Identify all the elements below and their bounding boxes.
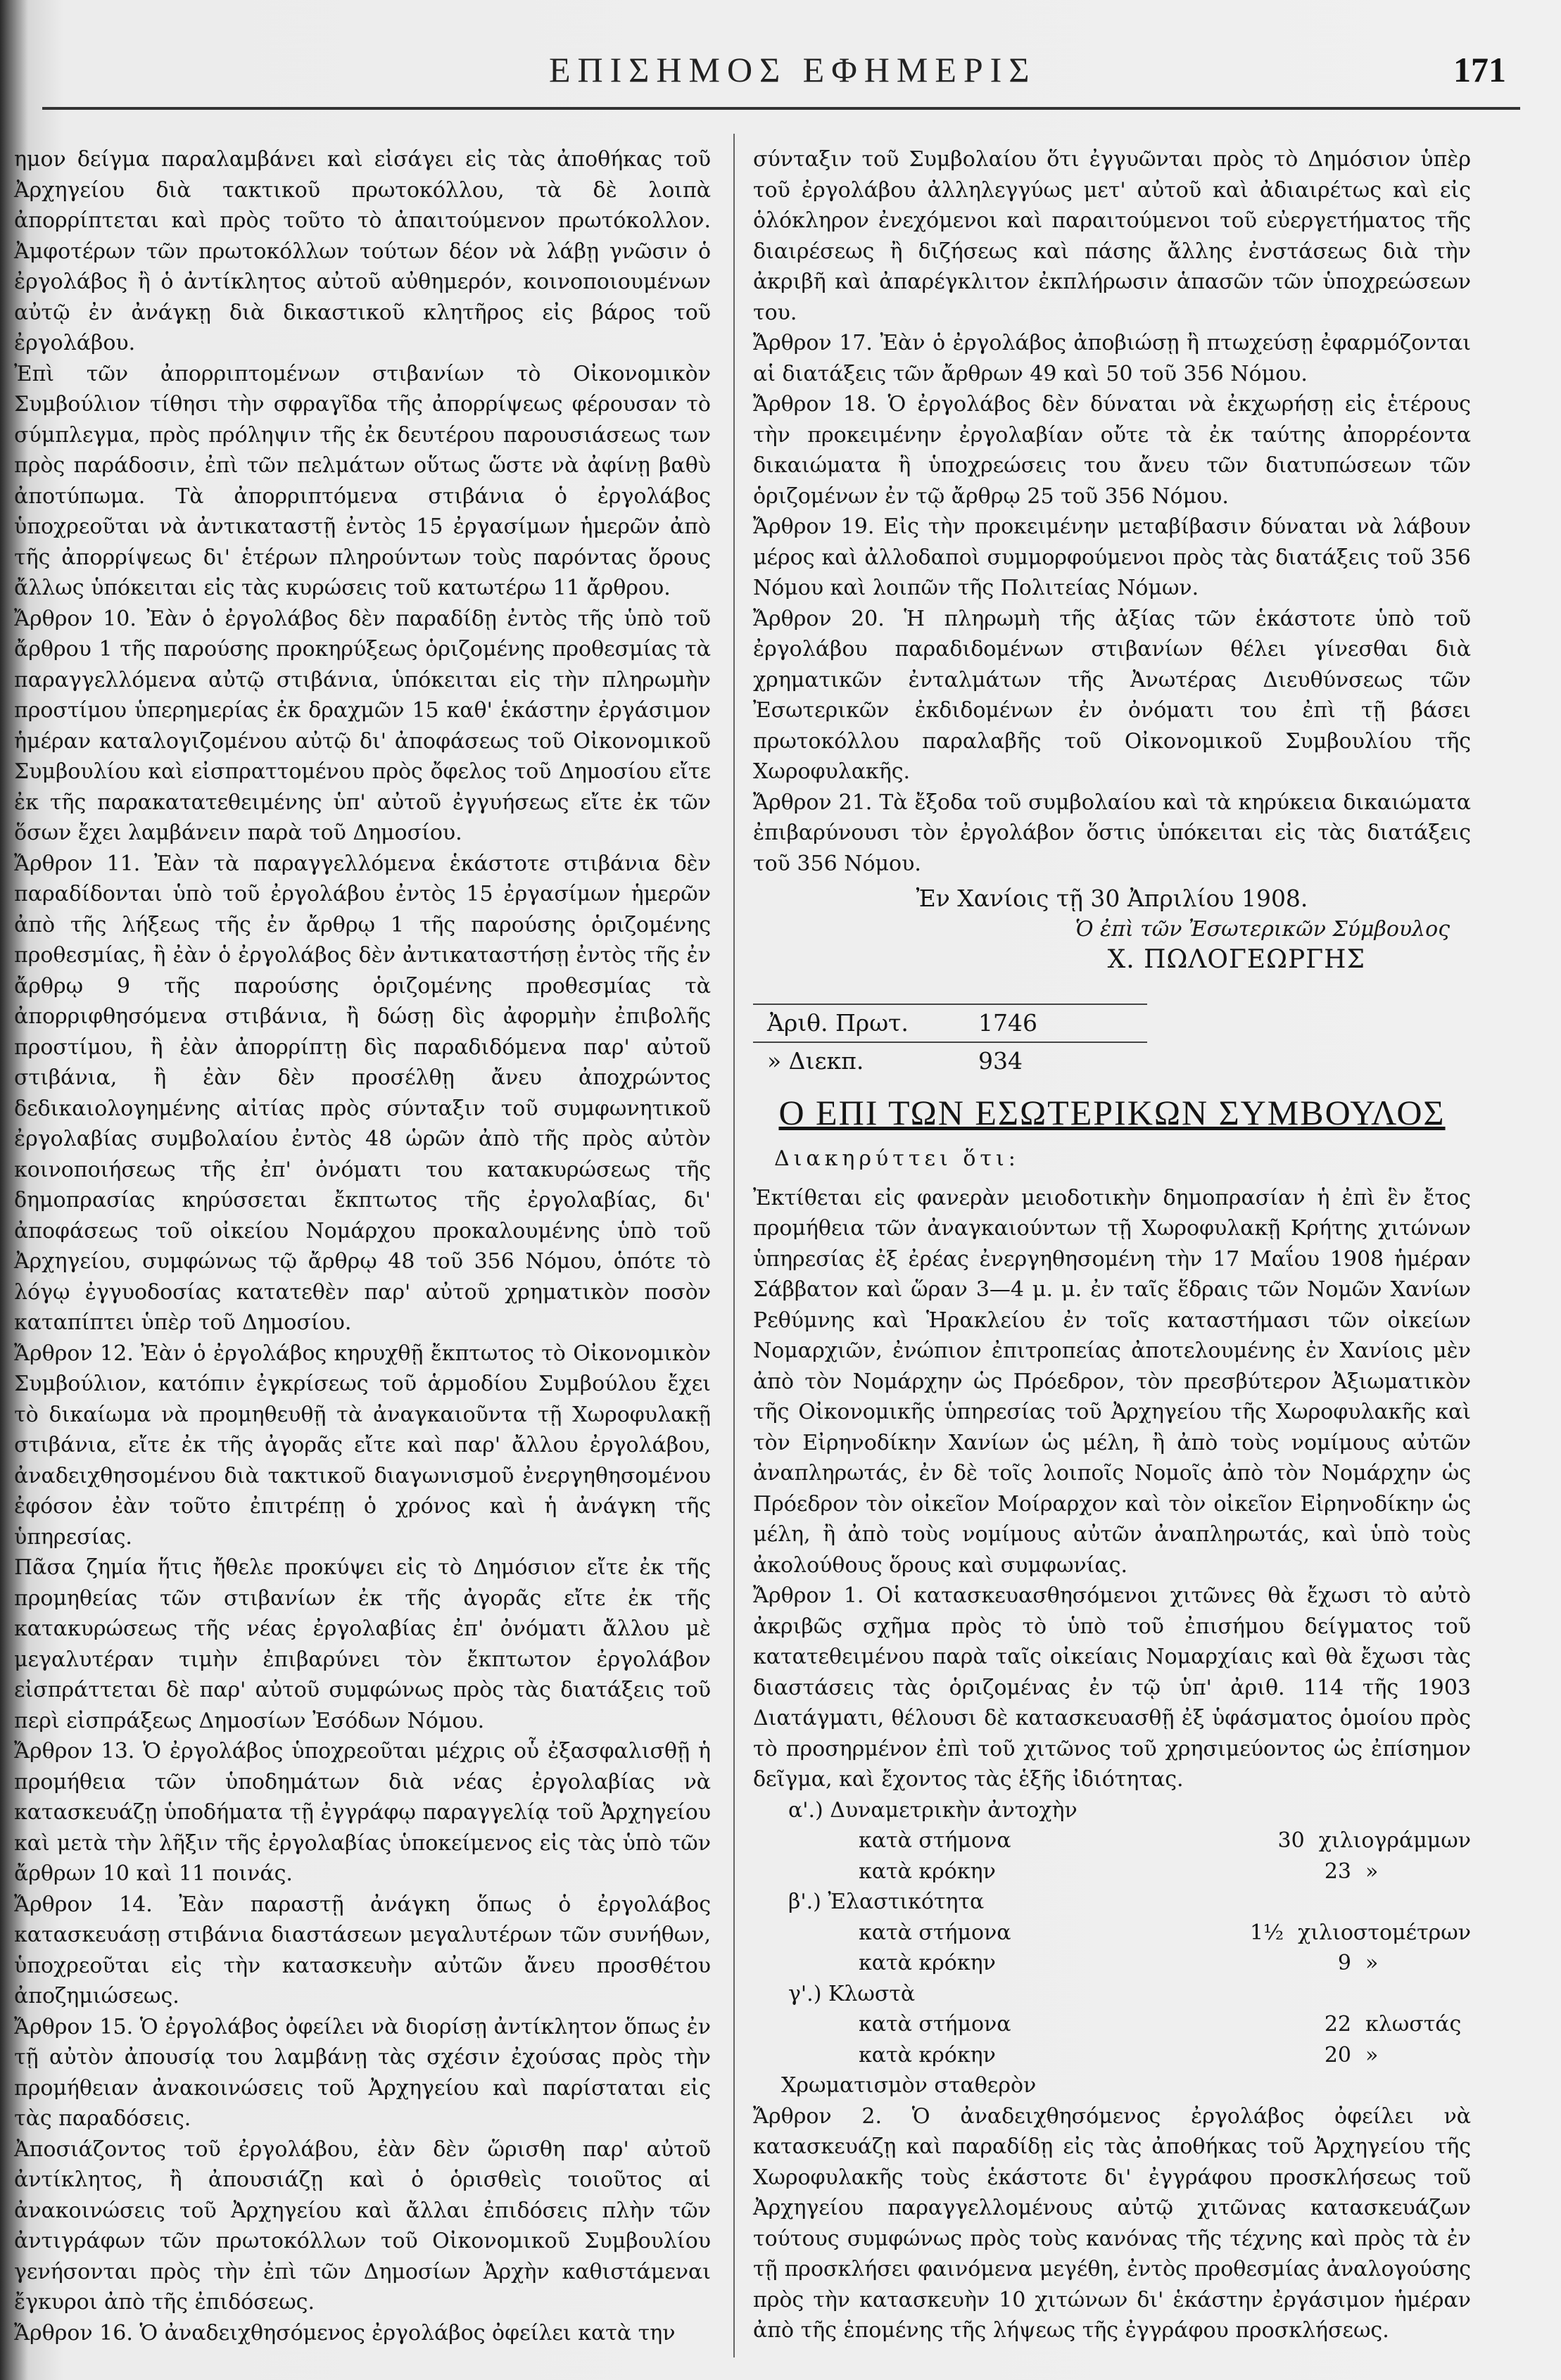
spec-row: [753, 1825, 1471, 1856]
right-paragraph: σύνταξιν τοῦ Συμβολαίου ὅτι ἐγγυῶνται πρὸς τὸ Δημόσιον ὑπὲρ τοῦ ἐργολάβου ἀλληλεγγύως μετ' αὐτοῦ καὶ ἀδιαιρέτως καὶ εἰς ὁλόκληρον ἐνεχόμενοι καὶ παραιτούμενοι τοῦ εὐεργετήματος τῆς διαιρέσεως ἢ διζήσεως καὶ πάσης ἄλλης ἐνστάσεως διὰ τὴν ἀκριβῆ καὶ ἀπαρέγκλιτον ἐκπλήρωσιν ἁπασῶν τῶν ὑποχρεώσεων του.: [753, 147, 1471, 325]
column-divider: [733, 134, 735, 2357]
spec-label: κατὰ στήμονα: [859, 1828, 1011, 1853]
signer-name: Χ. ΠΩΛΟΓΕΩΡΓΗΣ: [1107, 945, 1365, 974]
article-14: Ἄρθρον 14. Ἐὰν παραστῇ ἀνάγκη ὅπως ὁ ἐργολάβος κατασκευάσῃ στιβάνια διαστάσεων μεγαλυτέρων τῶν συνήθων, ὑποχρεοῦται εἰς τὴν κατασκευὴν αὐτῶν ἄνευ προσθέτου ἀποζημιώσεως.: [14, 1892, 711, 2008]
spec-label: κατὰ κρόκην: [859, 1859, 996, 1884]
article-1: Ἄρθρον 1. Οἱ κατασκευασθησόμενοι χιτῶνες θὰ ἔχωσι τὸ αὐτὸ ἀκριβῶς σχῆμα πρὸς τὸ ὑπὸ τοῦ ἐπισήμου δείγματος τοῦ κατατεθειμένου παρὰ ταῖς οἰκείαις Νομαρχίαις καὶ θὰ ἔχωσι τὰς διαστάσεις τὰς ὁριζομένας ἐν τῷ ὑπ' ἀριθ. 114 τῆς 1903 Διατάγματι, θέλουσι δὲ κατασκευασθῇ ἐξ ὑφάσματος ὁμοίου πρὸς τὸ προσηρμένον ἐπὶ τοῦ χιτῶνος τοῦ χρησιμεύοντος ὡς ἐπίσημον δεῖγμα, καὶ ἔχοντος τὰς ἑξῆς ἰδιότητας.: [753, 1583, 1471, 1792]
spec-value: 22: [1324, 2012, 1351, 2037]
spec-value: 30: [1277, 1828, 1305, 1853]
spec-unit: χιλιογράμμων: [1318, 1828, 1471, 1853]
article-17: Ἄρθρον 17. Ἐὰν ὁ ἐργολάβος ἀποβιώσῃ ἢ πτωχεύσῃ ἐφαρμόζονται αἱ διατάξεις τῶν ἄρθρων 49 καὶ 50 τοῦ 356 Νόμου.: [753, 331, 1471, 386]
spec-label: κατὰ στήμονα: [859, 2012, 1011, 2037]
article-20: Ἄρθρον 20. Ἡ πληρωμὴ τῆς ἀξίας τῶν ἑκάστοτε ὑπὸ τοῦ ἐργολάβου παραδιδομένων στιβανίων θέλει γίνεσθαι διὰ χρηματικῶν ἐνταλμάτων τῆς Ἀνωτέρας Διευθύνσεως τῶν Ἐσωτερικῶν ἐκδιδομένων ἐν ὀνόματι του ἐπὶ τῇ βάσει πρωτοκόλλου παραλαβῆς τοῦ Οἰκονομικοῦ Συμβουλίου τῆς Χωροφυλακῆς.: [753, 606, 1471, 784]
protocol-number: [753, 1005, 1147, 1042]
spec-unit: »: [1365, 1951, 1379, 1975]
left-paragraph: Ἐπὶ τῶν ἀπορριπτομένων στιβανίων τὸ Οἰκονομικὸν Συμβούλιον τίθησι τὴν σφραγῖδα τῆς ἀπορρίψεως φέρουσαν τὸ σύμπλεγμα, πρὸς πρόληψιν τῆς ἐκ δευτέρου παρουσιάσεως των πρὸς παράδοσιν, ἐπὶ τῶν πελμάτων οὕτως ὥστε νὰ ἀφίνῃ βαθὺ ἀποτύπωμα. Τὰ ἀπορριπτόμενα στιβάνια ὁ ἐργολάβος ὑποχρεοῦται νὰ ἀντικαταστῇ ἐντὸς 15 ἐργασίμων ἡμερῶν ἀπὸ τῆς ἀπορρίψεως δι' ἑτέρων πληρούντων τοὺς παρόντας ὅρους ἄλλως ὑπόκειται εἰς τὰς κυρώσεις τοῦ κατωτέρω 11 ἄρθρου.: [14, 361, 711, 600]
spec-label: κατὰ στήμονα: [859, 1920, 1011, 1945]
spec-value: 9: [1337, 1951, 1351, 1975]
article-18: Ἄρθρον 18. Ὁ ἐργολάβος δὲν δύναται νὰ ἐκχωρήσῃ εἰς ἑτέρους τὴν προκειμένην ἐργολαβίαν οὔτε τὰ ἐκ ταύτης ἀπορρέοντα δικαιώματα ἢ ὑποχρεώσεις του ἄνευ τῶν διατυπώσεων τῶν ὁριζομένων ἐν τῷ ἄρθρῳ 25 τοῦ 356 Νόμου.: [753, 392, 1471, 509]
left-paragraph: ημον δείγμα παραλαμβάνει καὶ εἰσάγει εἰς τὰς ἀποθήκας τοῦ Ἀρχηγείου διὰ τακτικοῦ πρωτοκόλλου, τὰ δὲ λοιπὰ ἀπορρίπτεται καὶ πρὸς τοῦτο τὸ ἀπαιτούμενον πρωτόκολλον. Ἀμφοτέρων τῶν πρωτοκόλλων τούτων δέον νὰ λάβῃ γνῶσιν ὁ ἐργολάβος ἢ ὁ ἀντίκλητος αὐτοῦ αὐθημερόν, κοινοποιουμένων αὐτῷ ἐν ἀνάγκῃ διὰ δικαστικοῦ κλητῆρος εἰς βάρος τοῦ ἐργολάβου.: [14, 147, 711, 355]
spec-value: 1½: [1249, 1920, 1284, 1945]
article-12: Ἄρθρον 12. Ἐὰν ὁ ἐργολάβος κηρυχθῇ ἔκπτωτος τὸ Οἰκονομικὸν Συμβούλιον, κατόπιν ἐγκρίσεως τοῦ ἁρμοδίου Συμβούλου ἔχει τὸ δικαίωμα νὰ προμηθευθῇ τὰ ἀναγκαιοῦντα τῇ Χωροφυλακῇ στιβάνια, εἴτε ἐκ τῆς ἀγορᾶς εἴτε καὶ παρ' ἄλλου ἐργολάβου, ἀναδειχθησομένου διὰ τακτικοῦ διαγωνισμοῦ ἐνεργηθησομένου ἐφόσον ἐὰν τοῦτο ἐπιτρέπῃ ὁ χρόνος καὶ ἡ ἀνάγκη τῆς ὑπηρεσίας.: [14, 1341, 711, 1550]
spec-row: [753, 2009, 1471, 2040]
tender-paragraph: Ἐκτίθεται εἰς φανερὰν μειοδοτικὴν δημοπρασίαν ἡ ἐπὶ ἓν ἔτος προμήθεια τῶν ἀναγκαιούντων τῇ Χωροφυλακῇ Κρήτης χιτώνων ὑπηρεσίας ἐξ ἐρέας ἐνεργηθησομένη τὴν 17 Μαΐου 1908 ἡμέραν Σάββατον καὶ ὥραν 3—4 μ. μ. ἐν ταῖς ἕδραις τῶν Νομῶν Χανίων Ρεθύμνης καὶ Ἡρακλείου ἐν τοῖς καταστήμασι τῶν οἰκείων Νομαρχιῶν, ἐνώπιον ἐπιτροπείας ἀποτελουμένης ἐν Χανίοις μὲν ἀπὸ τὸν Νομάρχην ὡς Πρόεδρον, τὸν πρεσβύτερον Ἀξιωματικὸν τῆς Οἰκονομικῆς ὑπηρεσίας τοῦ Ἀρχηγείου τῆς Χωροφυλακῆς καὶ τὸν Εἰρηνοδίκην Χανίων ὡς μέλη, ἢ ἀπὸ τοὺς νομίμους αὐτῶν ἀναπληρωτάς, ἐν δὲ τοῖς λοιποῖς Νομοῖς ἀπὸ τὸν Νομάρχην ὡς Πρόεδρον τὸν οἰκεῖον Μοίραρχον καὶ τὸν οἰκεῖον Εἰρηνοδίκην ὡς μέλη, ἢ ἀπὸ τοὺς νομίμους αὐτῶν ἀναπληρωτάς, καὶ ὑπὸ τοὺς ἀκολούθους ὅρους καὶ συμφωνίας.: [753, 1185, 1471, 1578]
spec-unit: κλωστάς: [1365, 2012, 1462, 2037]
spec-group-threads: [753, 1979, 1471, 2071]
spec-value: 23: [1324, 1859, 1351, 1884]
running-title: ΕΠΙΣΗΜΟΣ ΕΦΗΜΕΡΙΣ: [549, 50, 1037, 89]
right-column: [753, 144, 1471, 2346]
header-rule: [42, 107, 1520, 110]
article-2: Ἄρθρον 2. Ὁ ἀναδειχθησόμενος ἐργολάβος ὀφείλει νὰ κατασκευάζῃ καὶ παραδίδῃ εἰς τὰς ἀποθήκας τοῦ Ἀρχηγείου τῆς Χωροφυλακῆς τοὺς ἑκάστοτε δι' ἐγγράφου προσκλήσεως τοῦ Ἀρχηγείου παραγγελλομένους αὐτῷ χιτῶνας κατασκευάζων τούτους συμφώνως πρὸς τοὺς κανόνας τῆς τέχνης καὶ πρὸς τὰ ἐν τῇ προσκλήσει φαινόμενα μεγέθη, ἐντὸς προθεσμίας ἀναλογούσης πρὸς τὴν κατασκευὴν 10 χιτώνων δι' ἑκάστην ἐργάσιμον ἡμέραν ἀπὸ τῆς ἑπομένης τῆς λήψεως τῆς ἐγγράφου προσκλήσεως.: [753, 2103, 1471, 2343]
spec-label: κατὰ κρόκην: [859, 2042, 996, 2068]
article-10: Ἄρθρον 10. Ἐὰν ὁ ἐργολάβος δὲν παραδίδῃ ἐντὸς τῆς ὑπὸ τοῦ ἄρθρου 1 τῆς παρούσης προκηρύξεως ὁριζομένης προθεσμίας τὰ παραγγελλόμενα αὐτῷ στιβάνια, ὑπόκειται εἰς τὴν πληρωμὴν προστίμου ὑπερημερίας ἐκ δραχμῶν 15 καθ' ἑκάστην ἐργάσιμον ἡμέραν καταλογιζομένου αὐτῷ δι' ἀποφάσεως τοῦ Οἰκονομικοῦ Συμβουλίου καὶ εἰσπραττομένου πρὸς ὄφελος τοῦ Δημοσίου εἴτε ἐκ τῆς παρακατατεθειμένης ὑπ' αὐτοῦ ἐγγυήσεως εἴτε ἐκ τῶν ὅσων ἔχει λαμβάνειν παρὰ τοῦ Δημοσίου.: [14, 606, 711, 845]
spec-unit: »: [1365, 2042, 1379, 2068]
spec-heading: α'.) Δυναμετρικὴν ἀντοχὴν: [788, 1797, 1077, 1823]
article-11: Ἄρθρον 11. Ἐὰν τὰ παραγγελλόμενα ἑκάστοτε στιβάνια δὲν παραδίδονται ὑπὸ τοῦ ἐργολάβου ἐντὸς 15 ἐργασίμων ἡμερῶν ἀπὸ τῆς λήξεως τῆς ἐν ἄρθρῳ 1 τῆς παρούσης ὁριζομένης προθεσμίας, ἢ ἐὰν ὁ ἐργολάβος δὲν ἀντικαταστήσῃ ἐντὸς τῆς ἐν ἄρθρῳ 9 τῆς παρούσης ὁριζομένης προθεσμίας τὰ ἀπορριφθησόμενα στιβάνια, ἢ δώσῃ δὶς ἀφορμὴν ἐπιβολῆς προστίμου, ἢ ἐὰν ἀπορρίπτῃ δὶς παραδιδόμενα παρ' αὐτοῦ στιβάνια, ἢ ἐὰν δὲν προσέλθῃ ἄνευ ἀποχρώντος δεδικαιολογημένης αἰτίας πρὸς σύνταξιν τοῦ συμφωνητικοῦ ἐργολαβίας συμβολαίου ἐντὸς 48 ὡρῶν ἀπὸ τῆς πρὸς αὐτὸν κοινοποιήσεως τῆς ἐπ' ὀνόματι του κατακυρώσεως τῆς δημοπρασίας κηρύσσεται ἔκπτωτος τῆς ἐργολαβίας, δι' ἀποφάσεως τοῦ οἰκείου Νομάρχου προκαλουμένης ὑπὸ τοῦ Ἀρχηγείου, συμφώνως τῷ ἄρθρῳ 48 τοῦ 356 Νόμου, ὁπότε τὸ λόγῳ ἐγγυοδοσίας κατατεθὲν παρ' αὐτοῦ χρηματικὸν ποσὸν καταπίπτει ὑπὲρ τοῦ Δημοσίου.: [14, 851, 711, 1335]
article-15: Ἄρθρον 15. Ὁ ἐργολάβος ὀφείλει νὰ διορίσῃ ἀντίκλητον ὅπως ἐν τῇ αὐτὸν ἀπουσίᾳ του λαμβάνῃ τὰς σχέσιν ἐχούσας πρὸς τὴν προμήθειαν ἀνακοινώσεις τοῦ Ἀρχηγείου καὶ παρίσταται εἰς τὰς παραδόσεις.: [14, 2014, 711, 2131]
spec-row: [753, 1948, 1471, 1979]
spec-group-elasticity: [753, 1887, 1471, 1979]
date-line: Ἐν Χανίοις τῇ 30 Ἀπριλίου 1908.: [916, 885, 1308, 912]
protocol-value: 1746: [978, 1008, 1037, 1037]
proclaims-line: Διακηρύττει ὅτι:: [774, 1146, 1020, 1171]
notice-heading: Ο ΕΠΙ ΤΩΝ ΕΣΩΤΕΡΙΚΩΝ ΣΥΜΒΟΥΛΟΣ: [778, 1092, 1446, 1132]
article-21: Ἄρθρον 21. Τὰ ἔξοδα τοῦ συμβολαίου καὶ τὰ κηρύκεια δικαιώματα ἐπιβαρύνουσι τὸν ἐργολάβον ὅστις ὑπόκειται εἰς τὰς διατάξεις τοῦ 356 Νόμου.: [753, 790, 1471, 876]
spec-group-strength: [753, 1795, 1471, 1887]
color-fastness-line: Χρωματισμὸν σταθερὸν: [781, 2073, 1037, 2098]
article-19: Ἄρθρον 19. Εἰς τὴν προκειμένην μεταβίβασιν δύναται νὰ λάβουν μέρος καὶ ἀλλοδαποὶ συμμορφούμενοι πρὸς τὰς διατάξεις τοῦ 356 Νόμου καὶ λοιπῶν τῆς Πολιτείας Νόμων.: [753, 514, 1471, 600]
left-paragraph: Ἀποσιάζοντος τοῦ ἐργολάβου, ἐὰν δὲν ὥρισθη παρ' αὐτοῦ ἀντίκλητος, ἢ ἀπουσιάζῃ καὶ ὁ ὁρισθεὶς τοιοῦτος αἱ ἀνακοινώσεις τοῦ Ἀρχηγείου καὶ ἄλλαι ἐπιδόσεις πλὴν τῶν ἀντιγράφων τῶν πρωτοκόλλων τοῦ Οἰκονομικοῦ Συμβουλίου γενήσονται πρὸς τὴν ἐπὶ τῶν Δημοσίων Ἀρχὴν καθιστάμεναι ἔγκυροι ἀπὸ τῆς ἐπιδόσεως.: [14, 2137, 711, 2315]
spec-row: [753, 1918, 1471, 1949]
page-number: 171: [1453, 50, 1506, 89]
dispatch-label: » Διεκπ.: [767, 1046, 864, 1075]
dispatch-value: 934: [978, 1046, 1023, 1075]
spec-unit: »: [1365, 1859, 1379, 1884]
reference-numbers: [753, 1004, 1147, 1080]
left-column: [14, 144, 711, 2348]
spec-unit: χιλιοστομέτρων: [1298, 1920, 1471, 1945]
spec-row: [753, 1856, 1471, 1887]
left-paragraph: Πᾶσα ζημία ἥτις ἤθελε προκύψει εἰς τὸ Δημόσιον εἴτε ἐκ τῆς προμηθείας τῶν στιβανίων ἐκ τῆς ἀγορᾶς εἴτε ἐκ τῆς κατακυρώσεως τῆς νέας ἐργολαβίας ἐπ' ὀνόματι ἄλλου μὲ μεγαλυτέραν τιμὴν ἐπιβαρύνει τὸν ἔκπτωτον ἐργολάβον εἰσπράττεται δὲ παρ' αὐτοῦ συμφώνως πρὸς τὰς διατάξεις τοῦ περὶ εἰσπράξεως Δημοσίων Ἐσόδων Νόμου.: [14, 1555, 711, 1733]
article-13: Ἄρθρον 13. Ὁ ἐργολάβος ὑποχρεοῦται μέχρις οὗ ἐξασφαλισθῇ ἡ προμήθεια τῶν ὑποδημάτων διὰ νέας ἐργολαβίας νὰ κατασκευάζῃ ὑποδήματα τῇ ἐγγράφῳ παραγγελίᾳ τοῦ Ἀρχηγείου καὶ μετὰ τὴν λῆξιν τῆς ἐργολαβίας ὑποκείμενος εἰς τὰς ὑπὸ τῶν ἄρθρων 10 καὶ 11 ποινάς.: [14, 1739, 711, 1886]
page-header: [42, 49, 1520, 99]
spec-row: [753, 2040, 1471, 2071]
spec-heading: γ'.) Κλωστὰ: [788, 1981, 916, 2006]
spec-label: κατὰ κρόκην: [859, 1951, 996, 1975]
spec-value: 20: [1324, 2042, 1351, 2068]
spec-heading: β'.) Ἐλαστικότητα: [788, 1890, 985, 1914]
protocol-label: Ἀριθ. Πρωτ.: [767, 1008, 909, 1037]
article-16: Ἄρθρον 16. Ὁ ἀναδειχθησόμενος ἐργολάβος ὀφείλει κατὰ την: [14, 2320, 676, 2346]
signer-role: Ὁ ἐπὶ τῶν Ἐσωτερικῶν Σύμβουλος: [1075, 916, 1450, 942]
dispatch-number: [753, 1042, 1147, 1080]
